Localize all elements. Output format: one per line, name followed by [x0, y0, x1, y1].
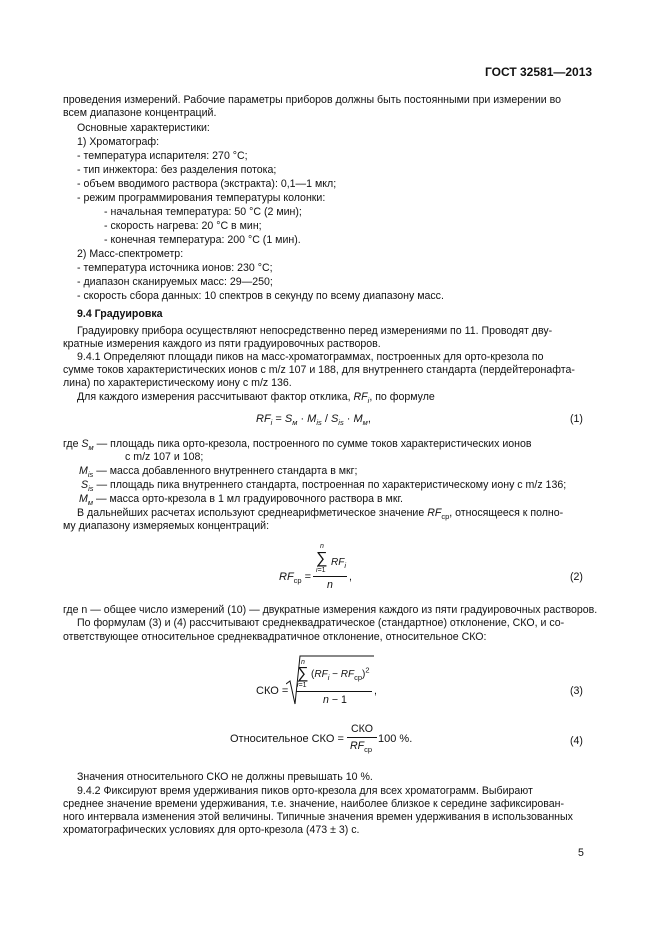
paragraph-line: Значения относительного СКО не должны превышать 10 %.	[77, 771, 373, 783]
characteristics-title: Основные характеристики:	[77, 122, 210, 134]
paragraph-line: Градуировку прибора осуществляют непосредственно перед измерениями по 11. Проводят дву-	[77, 325, 553, 337]
equation-number: (4)	[570, 735, 583, 747]
paragraph-line: По формулам (3) и (4) рассчитывают среднеквадратическое (стандартное) отклонение, СКО, и со-	[77, 617, 565, 629]
fraction-numerator: СКО	[351, 723, 373, 735]
equation-4-lhs: Относительное СКО =	[230, 733, 344, 745]
sko-label: СКО	[256, 685, 279, 697]
paragraph-line: Для каждого измерения рассчитывают фактор отклика, $RF_i$, по формуле	[77, 391, 435, 406]
mass-spec-title: 2) Масс-спектрометр:	[77, 248, 184, 260]
chromatograph-item: - тип инжектора: без разделения потока;	[77, 164, 277, 176]
equation-2-lhs: $RF_{ср}$ =	[279, 571, 312, 586]
fraction-bar	[347, 737, 377, 738]
legend-text: — площадь пика орто-крезола, построенного по сумме токов характеристических ионов	[96, 438, 532, 450]
paragraph-line: 9.4.1 Определяют площади пиков на масс-хроматограммах, построенных для орто-крезола по	[77, 351, 544, 363]
mass-spec-item: - скорость сбора данных: 10 спектров в секунду по всему диапазону масс.	[77, 290, 444, 302]
paragraph-line: сумме токов характеристических ионов с m/z 107 и 188, для внутреннего стандарта (пердейтеронафта-	[63, 364, 575, 376]
intro-line-1: проведения измерений. Рабочие параметры приборов должны быть постоянными при измерении во	[63, 94, 562, 106]
mass-spec-item: - диапазон сканируемых масс: 29—250;	[77, 276, 273, 288]
sum-upper-limit: n	[301, 659, 305, 666]
paragraph-line: кратные измерения каждого из пяти градуировочных растворов.	[63, 338, 381, 350]
equation-number: (2)	[570, 571, 583, 583]
legend-line: где $S_м$ — площадь пика орто-крезола, построенного по сумме токов характеристических ионов	[63, 438, 532, 453]
paragraph-line: ответствующее относительное среднеквадратичное отклонение, относительное СКО:	[63, 631, 487, 643]
oven-program-item: - начальная температура: 50 °С (2 мин);	[104, 206, 302, 218]
legend-line: $M_{is}$ — масса добавленного внутреннего стандарта в мкг;	[79, 465, 358, 480]
comma: ,	[349, 571, 352, 583]
legend-text: с m/z 107 и 108;	[125, 451, 204, 463]
fraction-denominator: n	[327, 579, 333, 591]
fraction-denominator: $RF_{ср}$	[350, 740, 373, 755]
fraction-denominator: n − 1	[323, 694, 347, 706]
percent-text: 100 %.	[378, 733, 413, 745]
paragraph-text: , по формуле	[369, 391, 435, 403]
fraction-bar	[296, 691, 372, 692]
sum-upper-limit: n	[320, 543, 324, 550]
paragraph-text: Для каждого измерения рассчитывают фактор отклика,	[77, 391, 351, 403]
sum-symbol: ∑	[297, 665, 309, 682]
chromatograph-item: - температура испарителя: 270 °С;	[77, 150, 248, 162]
equation-number: (3)	[570, 685, 583, 697]
sum-lower-limit: i=1	[316, 567, 326, 574]
page-number: 5	[578, 847, 584, 859]
paragraph-line: где n — общее число измерений (10) — двукратные измерения каждого из пяти градуировочных растворов.	[63, 604, 598, 616]
where-word: где	[63, 438, 79, 450]
sum-lower-limit: i=1	[297, 682, 307, 689]
legend-text: — площадь пика внутреннего стандарта, построенная по характеристическому иону с m/z 136;	[96, 479, 567, 491]
document-code: ГОСТ 32581—2013	[485, 65, 593, 79]
sum-term: $(RF_i - RF_{ср})^2$	[311, 665, 370, 682]
paragraph-line: среднее значение времени удерживания, т.е. значение, наиболее близкое к середине зафиксирован-	[63, 798, 565, 810]
section-heading: 9.4 Градуировка	[77, 308, 163, 320]
chromatograph-item: - режим программирования температуры колонки:	[77, 192, 326, 204]
paragraph-line: му диапазону измеряемых концентраций:	[63, 520, 270, 532]
legend-text: — масса добавленного внутреннего стандарта в мкг;	[96, 465, 358, 477]
equation-3-lhs: СКО =	[256, 685, 289, 697]
oven-program-item: - конечная температура: 200 °С (1 мин).	[104, 234, 301, 246]
legend-line: $M_м$ — масса орто-крезола в 1 мл градуировочного раствора в мкг.	[79, 493, 403, 508]
paragraph-line: 9.4.2 Фиксируют время удерживания пиков орто-крезола для всех хроматограмм. Выбирают	[77, 785, 533, 797]
paragraph-text: , относящееся к полно-	[449, 507, 564, 519]
paragraph-line: лина) по характеристическому иону с m/z 136.	[63, 377, 292, 389]
paragraph-line: хроматографических условиях для орто-крезола (473 ± 3) с.	[63, 824, 360, 836]
chromatograph-item: - объем вводимого раствора (экстракта): 0,1—1 мкл;	[77, 178, 337, 190]
paragraph-text: В дальнейших расчетах используют среднеарифметическое значение	[77, 507, 425, 519]
chromatograph-title: 1) Хроматограф:	[77, 136, 160, 148]
paragraph-line: В дальнейших расчетах используют среднеарифметическое значение $RF_{ср}$, относящееся к полно-	[77, 507, 564, 522]
mass-spec-item: - температура источника ионов: 230 °С;	[77, 262, 273, 274]
sum-term: $RF_i$	[331, 557, 347, 570]
oven-program-item: - скорость нагрева: 20 °С в мин;	[104, 220, 262, 232]
intro-line-2: всем диапазоне концентраций.	[63, 107, 217, 119]
sum-symbol: ∑	[316, 550, 328, 567]
fraction-bar	[313, 576, 347, 577]
legend-text: — масса орто-крезола в 1 мл градуировочного раствора в мкг.	[95, 493, 403, 505]
legend-line: $S_{is}$ — площадь пика внутреннего стандарта, построенная по характеристическому иону с m/z 136;	[81, 479, 567, 494]
paragraph-line: ного интервала изменения этой величины. Типичные значения времен удерживания в использованных	[63, 811, 573, 823]
equation-1: $RF_i = S_м \cdot M_{is} / S_{is} \cdot M_м$,	[256, 413, 371, 428]
comma: ,	[374, 685, 377, 697]
equation-number: (1)	[570, 413, 583, 425]
